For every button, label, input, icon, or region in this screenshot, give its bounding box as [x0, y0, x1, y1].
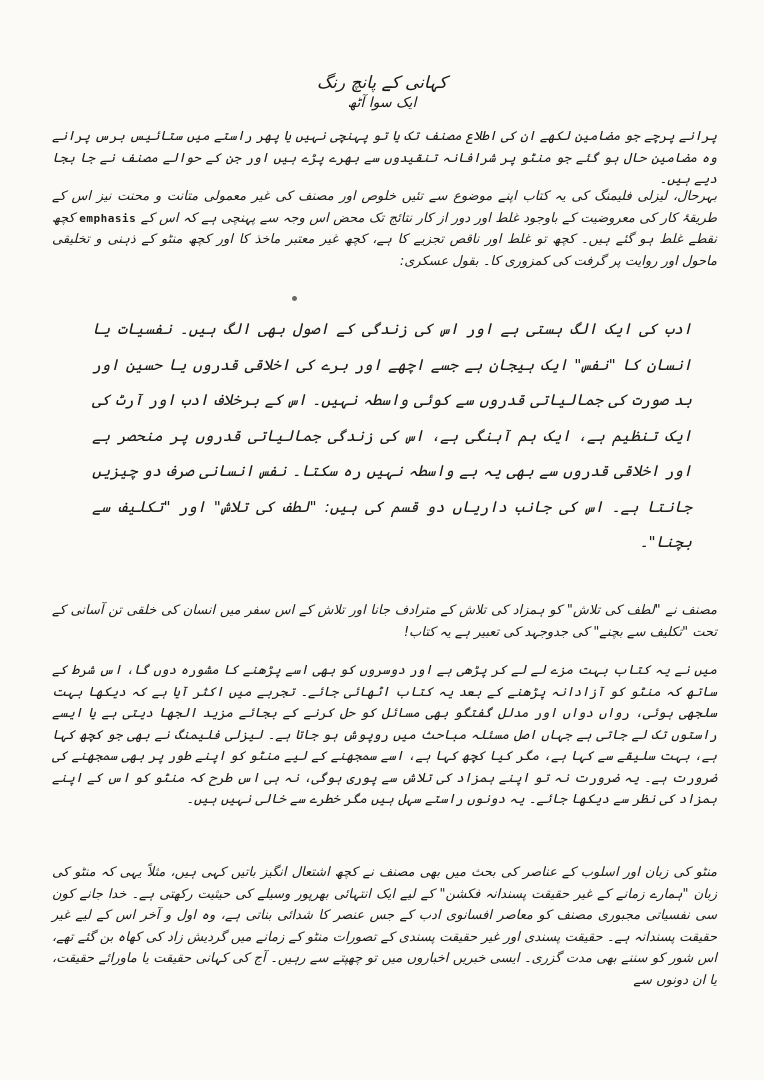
pencil-mark — [292, 296, 297, 301]
paragraph-2-end: کچھ نقطے غلط ہو گئے ہیں۔ کچھ تو غلط اور ناقص تجزیے کا ہے، کچھ غیر معتبر ماخذ کا اور کچھ منٹو کے ذہنی و تخلیقی ماحول اور روایت پر گرفت کی کمزوری کا۔ بقول عسکری: — [52, 210, 717, 269]
paragraph-1: پرانے پرچے جو مضامین لکھے ان کی اطلاع مصنف تک یا تو پہنچی نہیں یا پھر راستے میں ستائیس برس پرانے وہ مضامین حال ہو گئے جو منٹو پر شرافانہ تنقیدوں سے بھرے پڑے ہیں اور جن کے حوالے مصنف نے جا بجا دیے ہیں۔ — [52, 129, 717, 187]
paragraph-3: مصنف نے "لطف کی تلاش" کو ہمزاد کی تلاش کے مترادف جانا اور تلاش کے اس سفر میں انسان کی خلقی تن آسانی کے تحت "تکلیف سے بچنے" کی جدوجہد کی تعبیر ہے یہ کتاب! — [52, 603, 717, 640]
emphasis-word: emphasis — [79, 211, 137, 225]
paragraph-2 — [52, 186, 717, 272]
title-block — [0, 72, 764, 111]
page-title: کہانی کے پانچ رنگ — [316, 73, 448, 93]
paragraph-5: منٹو کی زبان اور اسلوب کے عناصر کی بحث میں بھی مصنف نے کچھ اشتعال انگیز باتیں کہی ہیں، مثلاً یہی کہ منٹو کی زبان "ہمارے زمانے کے غیر حقیقت پسندانہ فکشن" کے لیے ایک انتہائی بھرپور وسیلے کی حیثیت رکھتی ہے۔ خدا جانے کون سی نفسیاتی مجبوری مصنف کو معاصر افسانوی ادب کے جس عنصر کا شدائی بناتی ہے، وہ اول و آخر اس کے لیے غیر حقیقت پسندانہ ہے۔ حقیقت پسندی اور غیر حقیقت پسندی کے تصورات منٹو کے زمانے میں گردیش زاد کی کھاہ بن گئے تھے، اس شور کو سننے بھی مدت گزری۔ ایسی خبریں اخباروں میں تو چھپتے سے رہیں۔ آج کی کہانی حقیقت یا ماورائے حقیقت، یا ان دونوں سے — [52, 865, 717, 988]
block-quote: ادب کی ایک الگ ہستی ہے اور اس کی زندگی کے اصول بھی الگ ہیں۔ نفسیات یا انسان کا "نفس" ایک ہیجان ہے جسے اچھے اور برے کی اخلاقی قدروں یا حسین اور بد صورت کی جمالیاتی قدروں سے کوئی واسطہ نہیں۔ اس کے برخلاف ادب اور آرٹ کی ایک تنظیم ہے، ایک ہم آہنگی ہے، اس کی زندگی جمالیاتی قدروں پر منحصر ہے اور اخلاقی قدروں سے بھی یہ بے واسطہ نہیں رہ سکتا۔ نفس انسانی صرف دو چیزیں جانتا ہے۔ اس کی جانب داریاں دو قسم کی ہیں: "لطف کی تلاش" اور "تکلیف سے بچنا"۔ — [92, 320, 692, 551]
page-subtitle: ایک سوا آٹھ — [347, 95, 417, 111]
paragraph-2-start: بہرحال، لیزلی فلیمنگ کی یہ کتاب اپنے موضوع سے تئیں خلوص اور مصنف کی غیر معمولی متانت و محنت نیز اس کے طریقۂ کار کی معروضیت کے باوجود غلط اور دور از کار نتائج تک محض اس وجہ سے پہنچی ہے کہ اس کے — [52, 189, 717, 226]
paragraph-4: میں نے یہ کتاب بہت مزے لے لے کر پڑھی ہے اور دوسروں کو بھی اسے پڑھنے کا مشورہ دوں گا، اس شرط کے ساتھ کہ منٹو کو آزادانہ پڑھنے کے بعد یہ کتاب اٹھائی جائے۔ تجربے میں اکثر آیا ہے کہ دیکھا بہت سلجھی ہوئی، رواں دواں اور مدلل گفتگو بھی مسائل کو حل کرنے کے بجائے مزید الجھا دیتی ہے یا ایسے راستوں تک لے جاتی ہے جہاں اصل مسئلہ مباحث میں روپوش ہو جاتا ہے۔ لیزلی فلیمنگ نے بھی جو کچھ کہا ہے، بہت سلیقے سے کہا ہے، مگر کیا کچھ کہا ہے، اسے سمجھنے کے لیے منٹو کو اپنے طور پر بھی سمجھنے کی ضرورت ہے۔ یہ ضرورت نہ تو اپنے ہمزاد کی تلاش سے پوری ہوگی، نہ ہی اس طرح کہ منٹو کو اس کے اپنے ہمزاد کی نظر سے دیکھا جائے۔ یہ دونوں راستے سہل ہیں مگر خطرے سے خالی نہیں ہیں۔ — [52, 663, 717, 807]
